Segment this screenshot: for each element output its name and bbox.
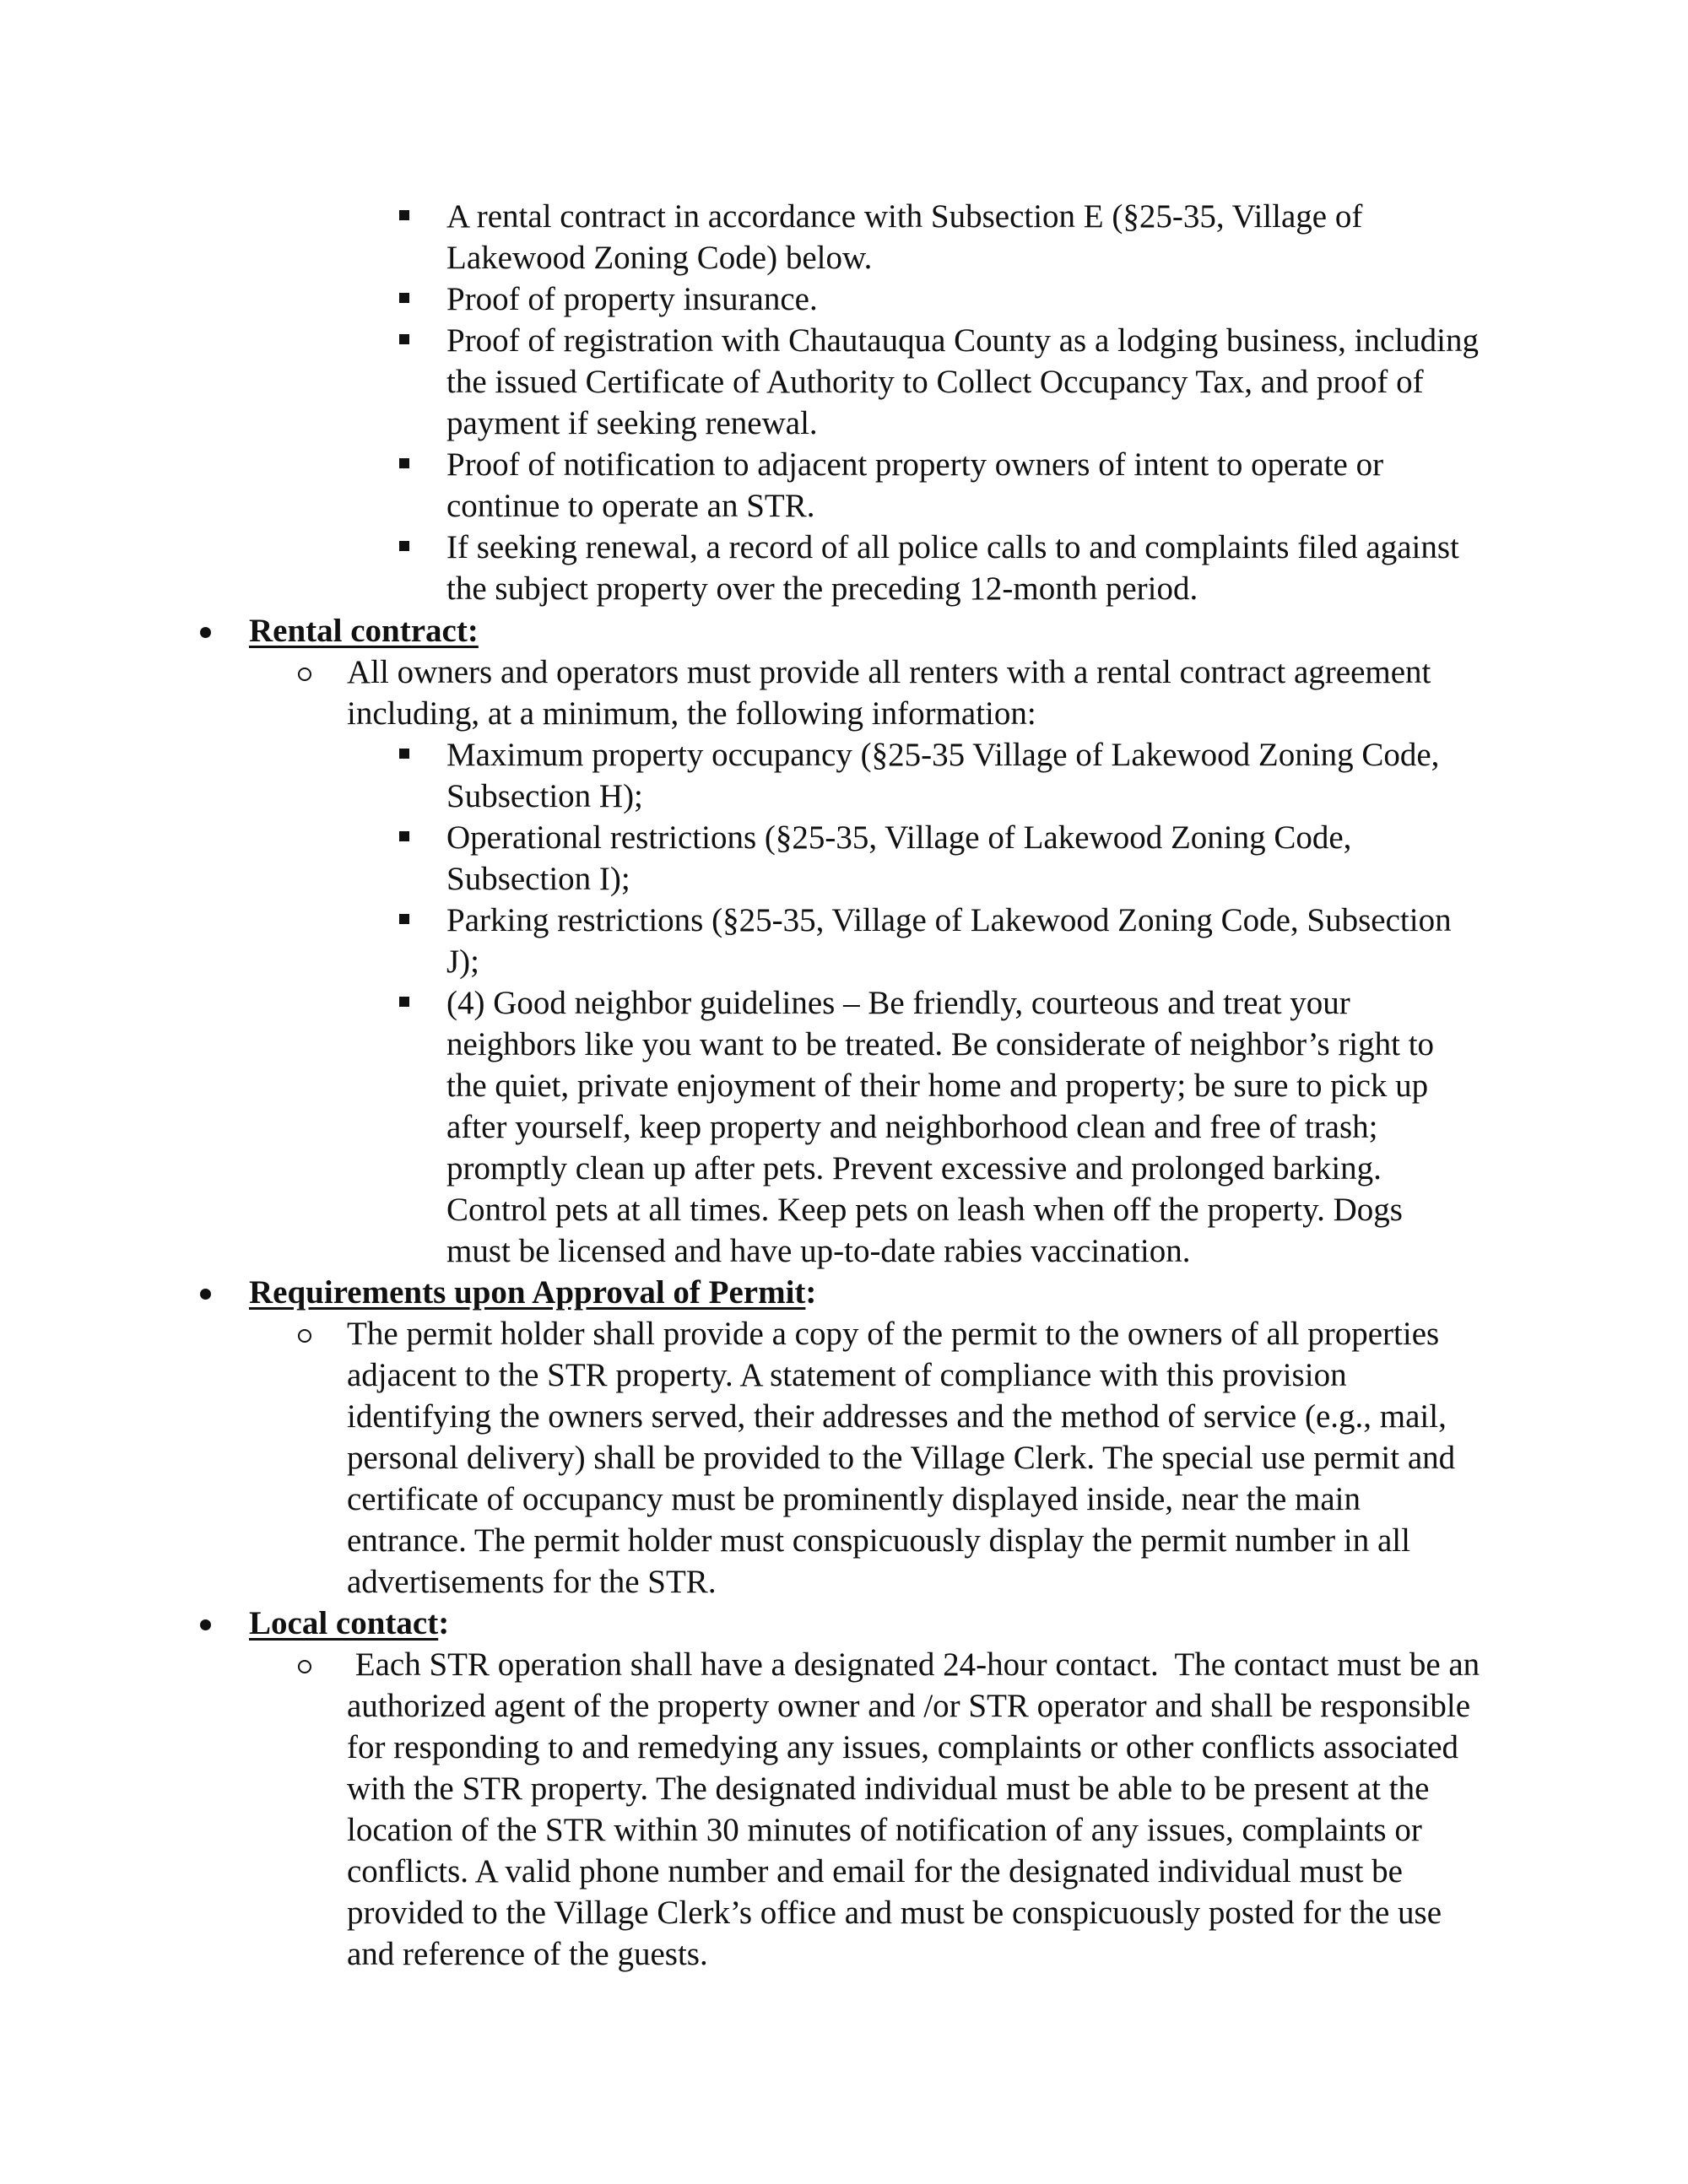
list-item-text: J);: [446, 943, 479, 980]
square-bullet-icon: [399, 458, 409, 468]
list-item-text: If seeking renewal, a record of all police calls to and complaints filed against: [446, 529, 1459, 565]
square-bullet-icon: [399, 334, 409, 344]
square-bullet-icon: [399, 914, 409, 924]
disc-bullet-icon: [200, 1289, 211, 1300]
paragraph-line: adjacent to the STR property. A statement of compliance with this provision: [347, 1357, 1347, 1393]
list-item-text: neighbors like you want to be treated. Be considerate of neighbor’s right to: [446, 1026, 1435, 1062]
list-item-text: must be licensed and have up-to-date rabies vaccination.: [446, 1233, 1191, 1269]
paragraph-line: certificate of occupancy must be prominently displayed inside, near the main: [347, 1481, 1361, 1517]
list-item-text: Lakewood Zoning Code) below.: [446, 240, 873, 276]
section-heading: Local contact: [249, 1605, 439, 1641]
section-heading: Rental contract:: [249, 613, 479, 649]
heading-colon: :: [805, 1274, 817, 1311]
heading-colon: :: [438, 1605, 450, 1641]
paragraph-line: identifying the owners served, their addresses and the method of service (e.g., mail,: [347, 1398, 1447, 1435]
paragraph-line: entrance. The permit holder must conspicuously display the permit number in all: [347, 1522, 1410, 1559]
square-bullet-icon: [399, 749, 409, 759]
paragraph-line: including, at a minimum, the following information:: [347, 695, 1036, 732]
list-item-text: Operational restrictions (§25-35, Village of Lakewood Zoning Code,: [446, 819, 1352, 856]
list-item-text: the quiet, private enjoyment of their home and property; be sure to pick up: [446, 1068, 1429, 1104]
list-item-text: Proof of property insurance.: [446, 281, 818, 317]
section-heading: Requirements upon Approval of Permit: [249, 1274, 806, 1311]
list-item-text: Proof of registration with Chautauqua County as a lodging business, including: [446, 322, 1479, 359]
square-bullet-icon: [399, 997, 409, 1007]
paragraph-line: personal delivery) shall be provided to the Village Clerk. The special use permit and: [347, 1440, 1456, 1476]
list-item-text: Control pets at all times. Keep pets on leash when off the property. Dogs: [446, 1192, 1403, 1228]
square-bullet-icon: [399, 293, 409, 303]
paragraph-line: location of the STR within 30 minutes of notification of any issues, complaints or: [347, 1812, 1422, 1848]
paragraph-line: provided to the Village Clerk’s office and must be conspicuously posted for the use: [347, 1895, 1442, 1931]
paragraph-line: conflicts. A valid phone number and email for the designated individual must be: [347, 1853, 1403, 1889]
list-item-text: Proof of notification to adjacent property owners of intent to operate or: [446, 446, 1384, 483]
list-item-text: Subsection H);: [446, 778, 643, 814]
list-item-text: after yourself, keep property and neighborhood clean and free of trash;: [446, 1109, 1378, 1145]
disc-bullet-icon: [200, 1619, 211, 1630]
list-item-text: continue to operate an STR.: [446, 488, 815, 524]
paragraph-line: and reference of the guests.: [347, 1936, 708, 1972]
square-bullet-icon: [399, 541, 409, 551]
list-item-text: the issued Certificate of Authority to Collect Occupancy Tax, and proof of: [446, 364, 1424, 400]
list-item-text: (4) Good neighbor guidelines – Be friendly, courteous and treat your: [446, 985, 1350, 1021]
paragraph-line: advertisements for the STR.: [347, 1564, 717, 1600]
list-item-text: promptly clean up after pets. Prevent excessive and prolonged barking.: [446, 1150, 1382, 1187]
paragraph-line: Each STR operation shall have a designated 24-hour contact. The contact must be an: [347, 1646, 1480, 1683]
circle-bullet-icon: [298, 1329, 311, 1343]
list-item-text: the subject property over the preceding 12-month period.: [446, 570, 1198, 607]
list-item-text: Parking restrictions (§25-35, Village of Lakewood Zoning Code, Subsection: [446, 902, 1452, 938]
circle-bullet-icon: [298, 668, 311, 681]
section-heading-row: [249, 1603, 449, 1644]
list-item-text: payment if seeking renewal.: [446, 405, 818, 441]
section-heading-row: [249, 1273, 816, 1313]
paragraph-line: The permit holder shall provide a copy of the permit to the owners of all properties: [347, 1316, 1440, 1352]
paragraph-line: All owners and operators must provide all renters with a rental contract agreement: [347, 654, 1431, 690]
square-bullet-icon: [399, 831, 409, 841]
list-item-text: Subsection I);: [446, 861, 630, 897]
circle-bullet-icon: [298, 1660, 311, 1673]
list-item-text: A rental contract in accordance with Subsection E (§25-35, Village of: [446, 198, 1363, 235]
list-item-text: Maximum property occupancy (§25-35 Village of Lakewood Zoning Code,: [446, 737, 1440, 773]
disc-bullet-icon: [200, 627, 211, 638]
square-bullet-icon: [399, 210, 409, 220]
paragraph-line: authorized agent of the property owner and /or STR operator and shall be responsible: [347, 1688, 1471, 1724]
paragraph-line: for responding to and remedying any issues, complaints or other conflicts associated: [347, 1729, 1459, 1765]
paragraph-line: with the STR property. The designated individual must be able to be present at the: [347, 1770, 1430, 1807]
